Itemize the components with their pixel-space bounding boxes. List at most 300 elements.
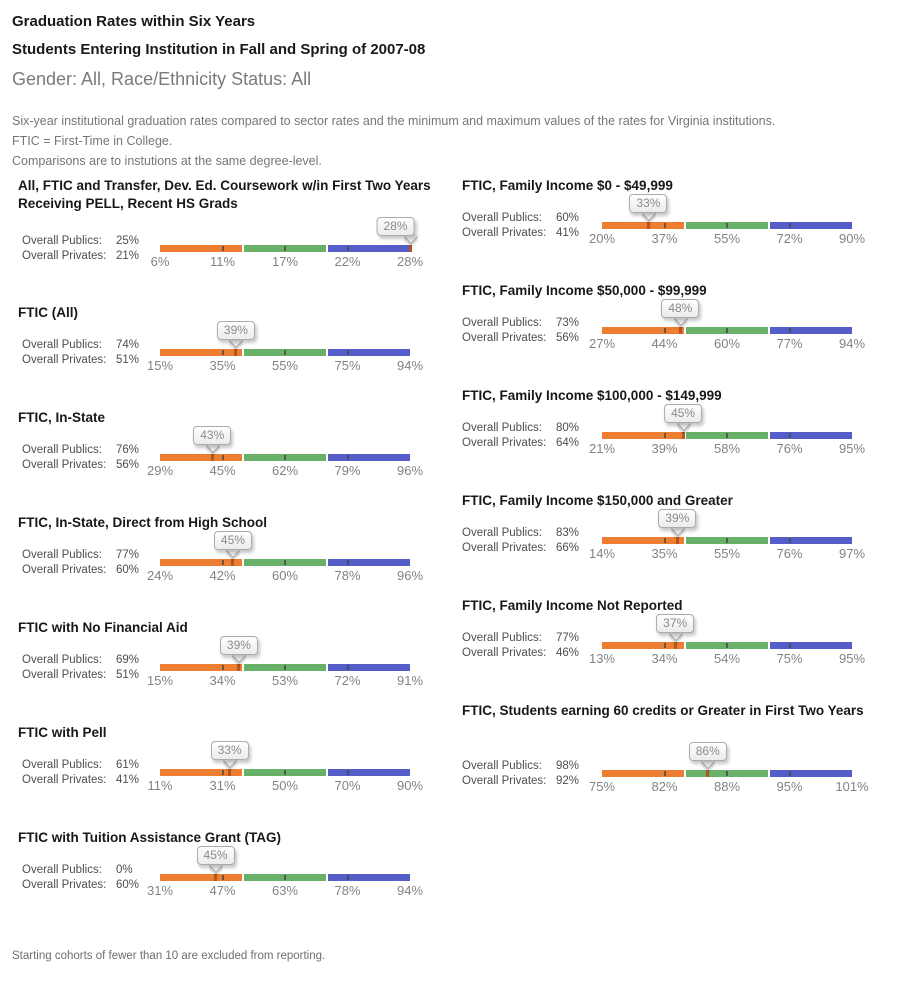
high-range-segment[interactable]	[770, 642, 852, 649]
axis-tick-label: 96%	[396, 463, 424, 478]
description-line: Six-year institutional graduation rates compared to sector rates and the minimum and maximum values of the rates for Virginia institutions.	[12, 114, 776, 128]
axis-tick-label: 29%	[146, 463, 174, 478]
description-line: Comparisons are to instutions at the same degree-level.	[12, 154, 322, 168]
publics-value: 83%	[556, 527, 580, 539]
axis-tick-label: 22%	[334, 254, 361, 269]
privates-row	[22, 353, 139, 368]
axis-tick-label: 70%	[334, 778, 361, 793]
low-range-segment[interactable]	[602, 642, 684, 649]
axis-tick-label: 101%	[835, 779, 869, 794]
axis-tick-label: 94%	[396, 358, 424, 373]
privates-row	[462, 774, 579, 789]
low-range-segment[interactable]	[602, 770, 684, 777]
bar-quartile-tick	[789, 328, 791, 333]
privates-label: Overall Privates:	[462, 332, 547, 344]
axis-tick-label: 82%	[651, 779, 678, 794]
axis-tick-label: 95%	[838, 441, 866, 456]
chart-panel	[451, 177, 902, 282]
axis-tick-label: 27%	[588, 336, 616, 351]
axis-tick-label: 76%	[776, 441, 803, 456]
institution-value-marker[interactable]	[679, 327, 682, 334]
bar-quartile-tick	[347, 246, 349, 251]
report-title-line2: Students Entering Institution in Fall and Spring of 2007-08	[12, 41, 426, 58]
publics-value: 69%	[116, 654, 140, 666]
range-bar[interactable]	[602, 222, 852, 229]
publics-value: 25%	[116, 235, 140, 247]
bar-quartile-tick	[347, 665, 349, 670]
range-bar[interactable]	[160, 559, 410, 566]
low-range-segment[interactable]	[602, 327, 684, 334]
high-range-segment[interactable]	[770, 432, 852, 439]
publics-row	[22, 234, 139, 249]
low-range-segment[interactable]	[160, 349, 242, 356]
publics-label: Overall Publics:	[462, 760, 542, 772]
chart-panel	[451, 702, 902, 829]
sector-labels	[22, 443, 139, 473]
privates-row	[22, 668, 139, 683]
institution-value-label: 45%	[664, 404, 702, 423]
axis-tick-label: 42%	[209, 568, 236, 583]
publics-row	[462, 631, 579, 646]
bar-quartile-tick	[726, 223, 728, 228]
privates-row	[22, 249, 139, 264]
institution-value-marker[interactable]	[211, 454, 214, 461]
publics-label: Overall Publics:	[22, 444, 102, 456]
publics-row	[462, 759, 579, 774]
chart-panel	[12, 724, 451, 829]
axis-tick-label: 79%	[334, 463, 361, 478]
axis-tick-label: 77%	[776, 336, 803, 351]
high-range-segment[interactable]	[328, 874, 410, 881]
chart-title: FTIC, In-State, Direct from High School	[18, 515, 268, 530]
institution-value-label: 86%	[689, 742, 727, 761]
bar-quartile-tick	[284, 350, 286, 355]
bar-quartile-tick	[284, 455, 286, 460]
publics-row	[22, 863, 139, 878]
bar-quartile-tick	[664, 538, 666, 543]
publics-value: 74%	[116, 339, 140, 351]
institution-value-marker[interactable]	[237, 664, 240, 671]
bullet-chart	[146, 514, 424, 619]
axis-tick-label: 31%	[146, 883, 174, 898]
bar-quartile-tick	[222, 246, 224, 251]
high-range-segment[interactable]	[328, 349, 410, 356]
bullet-chart	[146, 304, 424, 409]
bar-quartile-tick	[284, 875, 286, 880]
filter-summary: Gender: All, Race/Ethnicity Status: All	[12, 69, 312, 89]
axis-tick-label: 95%	[838, 651, 866, 666]
sector-labels	[22, 234, 139, 264]
bullet-chart	[150, 177, 424, 304]
description-line: FTIC = First-Time in College.	[12, 134, 173, 148]
bar-quartile-tick	[726, 538, 728, 543]
institution-value-label: 39%	[658, 509, 696, 528]
low-range-segment[interactable]	[602, 432, 684, 439]
privates-value: 56%	[116, 459, 140, 471]
bullet-chart	[147, 724, 424, 829]
bar-quartile-tick	[664, 223, 666, 228]
institution-value-marker[interactable]	[647, 222, 650, 229]
range-bar[interactable]	[160, 454, 410, 461]
publics-value: 77%	[116, 549, 140, 561]
range-bar[interactable]	[160, 245, 410, 252]
bullet-chart	[588, 597, 866, 702]
bullet-chart	[588, 702, 869, 829]
privates-label: Overall Privates:	[462, 437, 547, 449]
chart-panel	[12, 514, 451, 619]
privates-label: Overall Privates:	[22, 879, 107, 891]
range-bar[interactable]	[160, 769, 410, 776]
chart-panel	[12, 409, 451, 514]
axis-tick-label: 94%	[838, 336, 866, 351]
axis-tick-label: 94%	[396, 883, 424, 898]
axis-tick-label: 72%	[776, 231, 803, 246]
axis-tick-label: 62%	[271, 463, 299, 478]
publics-label: Overall Publics:	[462, 212, 542, 224]
privates-row	[22, 563, 139, 578]
privates-value: 41%	[116, 774, 140, 786]
high-range-segment[interactable]	[770, 327, 852, 334]
axis-tick-label: 60%	[713, 336, 741, 351]
high-range-segment[interactable]	[770, 770, 852, 777]
axis-tick-label: 91%	[396, 673, 424, 688]
axis-tick-label: 11%	[209, 254, 236, 269]
institution-value-marker[interactable]	[214, 874, 217, 881]
privates-label: Overall Privates:	[22, 354, 107, 366]
axis-tick-label: 95%	[776, 779, 803, 794]
sector-labels	[462, 421, 579, 451]
axis-tick-label: 50%	[271, 778, 299, 793]
chart-panel	[451, 597, 902, 702]
publics-value: 77%	[556, 632, 580, 644]
bar-quartile-tick	[789, 223, 791, 228]
axis-tick-label: 13%	[588, 651, 616, 666]
institution-value-marker[interactable]	[234, 349, 237, 356]
axis-tick-label: 72%	[334, 673, 361, 688]
axis-tick-label: 96%	[396, 568, 424, 583]
publics-label: Overall Publics:	[462, 527, 542, 539]
sector-labels	[462, 526, 579, 556]
bar-quartile-tick	[284, 246, 286, 251]
sector-labels	[22, 338, 139, 368]
bar-quartile-tick	[789, 643, 791, 648]
publics-value: 60%	[556, 212, 580, 224]
range-bar[interactable]	[602, 327, 852, 334]
chart-panel	[451, 387, 902, 492]
publics-value: 98%	[556, 760, 580, 772]
privates-value: 60%	[116, 564, 140, 576]
axis-tick-label: 37%	[651, 231, 678, 246]
publics-value: 76%	[116, 444, 140, 456]
bar-quartile-tick	[664, 643, 666, 648]
chart-title: FTIC, Family Income $50,000 - $99,999	[462, 283, 707, 298]
institution-value-marker[interactable]	[706, 770, 709, 777]
privates-value: 64%	[556, 437, 580, 449]
low-range-segment[interactable]	[602, 222, 684, 229]
axis-tick-label: 6%	[150, 254, 170, 269]
axis-tick-label: 76%	[776, 546, 803, 561]
institution-value-label: 45%	[214, 531, 252, 550]
high-range-segment[interactable]	[770, 222, 852, 229]
chart-title: FTIC with No Financial Aid	[18, 620, 188, 635]
axis-tick-label: 54%	[713, 651, 741, 666]
chart-panel	[12, 619, 451, 724]
axis-tick-label: 11%	[147, 778, 173, 793]
privates-label: Overall Privates:	[462, 647, 547, 659]
privates-row	[462, 646, 579, 661]
publics-label: Overall Publics:	[22, 549, 102, 561]
axis-tick-label: 63%	[271, 883, 299, 898]
axis-tick-label: 75%	[588, 779, 616, 794]
low-range-segment[interactable]	[602, 537, 684, 544]
low-range-segment[interactable]	[160, 245, 242, 252]
range-bar[interactable]	[160, 874, 410, 881]
range-bar[interactable]	[602, 432, 852, 439]
institution-value-label: 39%	[220, 636, 258, 655]
axis-tick-label: 14%	[588, 546, 616, 561]
publics-row	[22, 548, 139, 563]
privates-label: Overall Privates:	[22, 564, 107, 576]
chart-panel	[451, 282, 902, 387]
bullet-chart	[146, 409, 424, 514]
axis-tick-label: 78%	[334, 883, 361, 898]
privates-value: 51%	[116, 669, 140, 681]
institution-value-marker[interactable]	[231, 559, 234, 566]
chart-title: FTIC, Students earning 60 credits or Greater in First Two Years	[462, 703, 864, 718]
institution-value-label: 37%	[656, 614, 694, 633]
axis-tick-label: 35%	[209, 358, 236, 373]
axis-tick-label: 20%	[588, 231, 616, 246]
institution-value-marker[interactable]	[409, 245, 412, 252]
axis-tick-label: 75%	[334, 358, 361, 373]
chart-panel	[451, 492, 902, 597]
publics-label: Overall Publics:	[22, 654, 102, 666]
bar-quartile-tick	[222, 455, 224, 460]
chart-panel	[12, 829, 451, 934]
bar-quartile-tick	[284, 665, 286, 670]
chart-title: FTIC, In-State	[18, 410, 105, 425]
publics-label: Overall Publics:	[462, 632, 542, 644]
bar-quartile-tick	[347, 770, 349, 775]
bar-quartile-tick	[726, 643, 728, 648]
privates-row	[462, 436, 579, 451]
low-range-segment[interactable]	[160, 664, 242, 671]
publics-row	[22, 653, 139, 668]
axis-tick-label: 60%	[271, 568, 299, 583]
privates-label: Overall Privates:	[462, 227, 547, 239]
privates-row	[22, 458, 139, 473]
bar-quartile-tick	[347, 875, 349, 880]
sector-labels	[22, 653, 139, 683]
axis-tick-label: 31%	[209, 778, 236, 793]
bar-quartile-tick	[726, 433, 728, 438]
axis-tick-label: 58%	[713, 441, 741, 456]
left-column	[12, 177, 451, 934]
sector-labels	[22, 758, 139, 788]
publics-row	[462, 526, 579, 541]
publics-value: 0%	[116, 864, 133, 876]
publics-label: Overall Publics:	[462, 422, 542, 434]
publics-value: 73%	[556, 317, 580, 329]
chart-title: FTIC, Family Income $0 - $49,999	[462, 178, 673, 193]
institution-value-label: 28%	[377, 217, 415, 236]
publics-row	[22, 338, 139, 353]
bar-quartile-tick	[222, 770, 224, 775]
privates-value: 60%	[116, 879, 140, 891]
publics-label: Overall Publics:	[22, 864, 102, 876]
bar-quartile-tick	[347, 455, 349, 460]
chart-panel	[12, 177, 451, 304]
bullet-chart	[146, 619, 424, 724]
chart-title: FTIC (All)	[18, 305, 78, 320]
bar-quartile-tick	[664, 771, 666, 776]
publics-label: Overall Publics:	[22, 339, 102, 351]
publics-label: Overall Publics:	[462, 317, 542, 329]
institution-value-label: 43%	[193, 426, 231, 445]
chart-title: All, FTIC and Transfer, Dev. Ed. Coursework w/in First Two Years Receiving PELL, Recent HS Grads	[18, 178, 431, 211]
axis-tick-label: 53%	[271, 673, 299, 688]
axis-tick-label: 35%	[651, 546, 678, 561]
high-range-segment[interactable]	[770, 537, 852, 544]
institution-value-marker[interactable]	[674, 642, 677, 649]
privates-label: Overall Privates:	[462, 775, 547, 787]
bar-quartile-tick	[284, 560, 286, 565]
privates-label: Overall Privates:	[22, 669, 107, 681]
axis-tick-label: 15%	[146, 358, 174, 373]
bullet-chart	[588, 282, 866, 387]
bar-quartile-tick	[284, 770, 286, 775]
privates-value: 92%	[556, 775, 580, 787]
axis-tick-label: 34%	[209, 673, 236, 688]
publics-value: 80%	[556, 422, 580, 434]
publics-value: 61%	[116, 759, 140, 771]
chart-grid	[0, 177, 902, 934]
axis-tick-label: 97%	[838, 546, 866, 561]
axis-tick-label: 55%	[713, 231, 741, 246]
axis-tick-label: 55%	[271, 358, 299, 373]
bar-quartile-tick	[664, 433, 666, 438]
axis-tick-label: 75%	[776, 651, 803, 666]
privates-value: 56%	[556, 332, 580, 344]
axis-tick-label: 34%	[651, 651, 678, 666]
privates-label: Overall Privates:	[22, 459, 107, 471]
report-header	[0, 0, 902, 171]
low-range-segment[interactable]	[160, 559, 242, 566]
privates-label: Overall Privates:	[462, 542, 547, 554]
institution-value-label: 48%	[661, 299, 699, 318]
low-range-segment[interactable]	[160, 454, 242, 461]
high-range-segment[interactable]	[328, 454, 410, 461]
sector-labels	[22, 548, 139, 578]
publics-row	[22, 443, 139, 458]
range-bar[interactable]	[602, 770, 852, 777]
range-bar[interactable]	[160, 349, 410, 356]
privates-value: 21%	[116, 250, 140, 262]
publics-row	[462, 211, 579, 226]
sector-labels	[462, 316, 579, 346]
privates-value: 66%	[556, 542, 580, 554]
institution-value-marker[interactable]	[228, 769, 231, 776]
axis-tick-label: 45%	[209, 463, 236, 478]
bar-quartile-tick	[789, 538, 791, 543]
institution-value-label: 33%	[211, 741, 249, 760]
bar-quartile-tick	[222, 350, 224, 355]
axis-tick-label: 44%	[651, 336, 678, 351]
privates-value: 46%	[556, 647, 580, 659]
right-column	[451, 177, 902, 934]
chart-title: FTIC with Tuition Assistance Grant (TAG)	[18, 830, 281, 845]
axis-tick-label: 47%	[209, 883, 236, 898]
axis-tick-label: 17%	[271, 254, 299, 269]
footnote: Starting cohorts of fewer than 10 are excluded from reporting.	[12, 950, 326, 962]
privates-row	[462, 226, 579, 241]
publics-label: Overall Publics:	[22, 235, 102, 247]
institution-value-label: 39%	[217, 321, 255, 340]
bar-quartile-tick	[222, 560, 224, 565]
privates-row	[22, 878, 139, 893]
privates-value: 51%	[116, 354, 140, 366]
privates-label: Overall Privates:	[22, 774, 107, 786]
bar-quartile-tick	[726, 771, 728, 776]
high-range-segment[interactable]	[328, 559, 410, 566]
sector-labels	[462, 759, 579, 789]
sector-labels	[462, 631, 579, 661]
high-range-segment[interactable]	[328, 245, 410, 252]
axis-tick-label: 21%	[588, 441, 616, 456]
axis-tick-label: 90%	[838, 231, 866, 246]
range-bar[interactable]	[602, 642, 852, 649]
publics-row	[462, 316, 579, 331]
range-bar[interactable]	[602, 537, 852, 544]
bullet-chart	[588, 177, 866, 282]
chart-title: FTIC, Family Income $100,000 - $149,999	[462, 388, 722, 403]
axis-tick-label: 78%	[334, 568, 361, 583]
publics-row	[22, 758, 139, 773]
axis-tick-label: 55%	[713, 546, 741, 561]
axis-tick-label: 88%	[713, 779, 741, 794]
sector-labels	[462, 211, 579, 241]
institution-value-label: 45%	[197, 846, 235, 865]
sector-labels	[22, 863, 139, 893]
publics-row	[462, 421, 579, 436]
high-range-segment[interactable]	[328, 769, 410, 776]
institution-value-marker[interactable]	[682, 432, 685, 439]
chart-title: FTIC, Family Income $150,000 and Greater	[462, 493, 733, 508]
bar-quartile-tick	[789, 771, 791, 776]
publics-label: Overall Publics:	[22, 759, 102, 771]
range-bar[interactable]	[160, 664, 410, 671]
chart-panel	[12, 304, 451, 409]
chart-title: FTIC with Pell	[18, 725, 107, 740]
privates-label: Overall Privates:	[22, 250, 107, 262]
high-range-segment[interactable]	[328, 664, 410, 671]
low-range-segment[interactable]	[160, 874, 242, 881]
institution-value-marker[interactable]	[676, 537, 679, 544]
report-description	[12, 111, 894, 171]
report-title-line1: Graduation Rates within Six Years	[12, 13, 256, 30]
bar-quartile-tick	[222, 665, 224, 670]
bar-quartile-tick	[347, 350, 349, 355]
axis-tick-label: 15%	[146, 673, 174, 688]
privates-row	[22, 773, 139, 788]
chart-title: FTIC, Family Income Not Reported	[462, 598, 683, 613]
axis-tick-label: 39%	[651, 441, 678, 456]
bar-quartile-tick	[222, 875, 224, 880]
bar-quartile-tick	[789, 433, 791, 438]
axis-tick-label: 24%	[146, 568, 174, 583]
bar-quartile-tick	[664, 328, 666, 333]
privates-row	[462, 331, 579, 346]
